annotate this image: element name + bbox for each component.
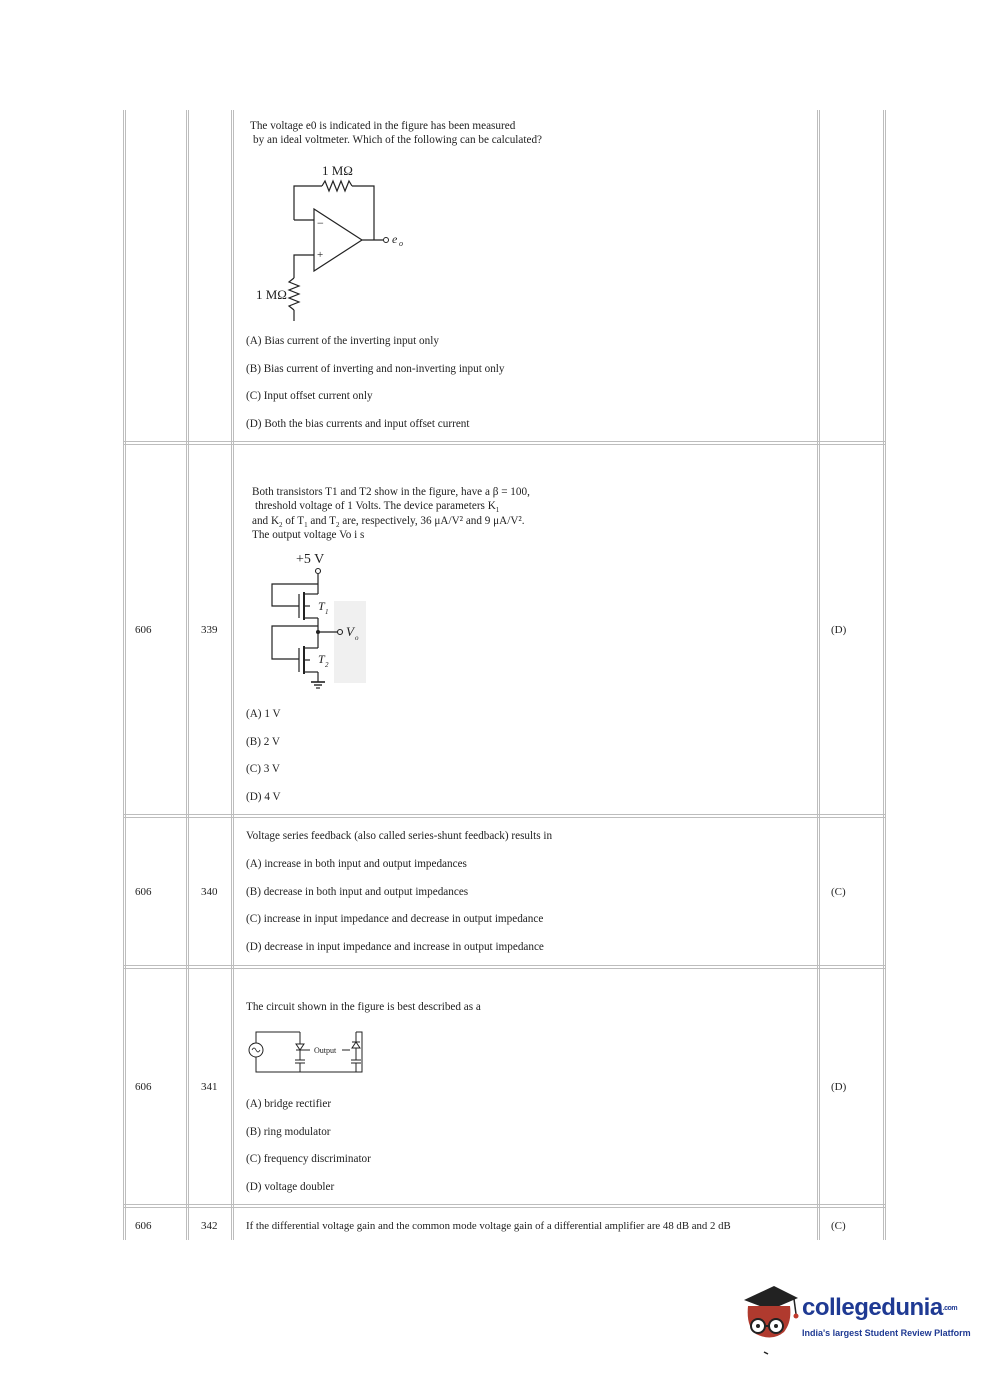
- inverting-sign: −: [317, 216, 324, 230]
- question-text-line: and $K_2$ of $T_1$ and $T_2$ are, respectively, 36 μA/V² and 9 μA/V².: [252, 515, 525, 530]
- paper-code: 606: [135, 624, 152, 636]
- question-text-line: The voltage e0 is indicated in the figure has been measured: [250, 120, 516, 132]
- vo-label-sub: o: [355, 634, 359, 642]
- option-c: (C) frequency discriminator: [246, 1153, 371, 1165]
- t2-label: T: [318, 652, 325, 666]
- answer-key: (C): [831, 1220, 846, 1232]
- t2-label-sub: 2: [325, 661, 329, 669]
- paper-code: 606: [135, 886, 152, 898]
- option-c: (C) increase in input impedance and decrease in output impedance: [246, 913, 544, 925]
- paper-code: 606: [135, 1081, 152, 1093]
- brand-name: collegedunia.com: [802, 1294, 958, 1321]
- option-b: (B) ring modulator: [246, 1126, 331, 1138]
- output-label: Output: [314, 1046, 337, 1055]
- answer-key: (C): [831, 886, 846, 898]
- question-text-line: threshold voltage of 1 Volts. The device parameters $K_1$: [255, 500, 500, 515]
- output-label: e: [392, 232, 398, 246]
- brand-logo: [738, 1282, 971, 1362]
- option-c: (C) 3 V: [246, 763, 280, 775]
- answer-key: (D): [831, 1081, 847, 1093]
- op-amp-circuit-figure: [250, 155, 420, 325]
- question-number: 340: [201, 886, 218, 898]
- option-a: (A) increase in both input and output impedances: [246, 858, 467, 870]
- paper-code: 606: [135, 1220, 152, 1232]
- voltage-doubler-figure: [246, 1024, 372, 1076]
- option-b: (B) Bias current of inverting and non-inverting input only: [246, 363, 505, 375]
- option-d: (D) Both the bias currents and input offset current: [246, 418, 470, 430]
- option-a: (A) 1 V: [246, 708, 281, 720]
- option-c: (C) Input offset current only: [246, 390, 373, 402]
- input-resistor-label: 1 MΩ: [256, 287, 287, 302]
- option-d: (D) voltage doubler: [246, 1181, 335, 1193]
- question-text: The circuit shown in the figure is best described as a: [246, 1001, 481, 1013]
- option-d: (D) decrease in input impedance and increase in output impedance: [246, 941, 544, 953]
- question-text-line: by an ideal voltmeter. Which of the following can be calculated?: [253, 134, 543, 146]
- option-b: (B) decrease in both input and output impedances: [246, 886, 469, 898]
- question-number: 341: [201, 1081, 218, 1093]
- option-a: (A) Bias current of the inverting input only: [246, 335, 439, 347]
- t1-label: T: [318, 599, 325, 613]
- question-text-line: The output voltage Vo i s: [252, 529, 365, 541]
- answer-key: (D): [831, 624, 847, 636]
- question-text: If the differential voltage gain and the common mode voltage gain of a differential amplifier are 48 dB and 2 dB: [246, 1220, 731, 1232]
- option-b: (B) 2 V: [246, 736, 280, 748]
- output-label-sub: o: [399, 239, 403, 248]
- option-d: (D) 4 V: [246, 791, 281, 803]
- question-text-line: Both transistors T1 and T2 show in the figure, have a β = 100,: [252, 486, 530, 498]
- option-a: (A) bridge rectifier: [246, 1098, 332, 1110]
- question-number: 339: [201, 624, 218, 636]
- question-text: Voltage series feedback (also called series-shunt feedback) results in: [246, 830, 553, 842]
- question-number: 342: [201, 1220, 218, 1232]
- transistor-circuit-figure: [262, 546, 372, 694]
- feedback-resistor-label: 1 MΩ: [322, 163, 353, 178]
- mascot-icon: [738, 1282, 802, 1362]
- vo-label: V: [346, 624, 354, 639]
- t1-label-sub: 1: [325, 608, 329, 616]
- supply-label: +5 V: [296, 552, 325, 567]
- brand-tagline: India's largest Student Review Platform: [802, 1328, 971, 1338]
- non-inverting-sign: +: [317, 249, 324, 261]
